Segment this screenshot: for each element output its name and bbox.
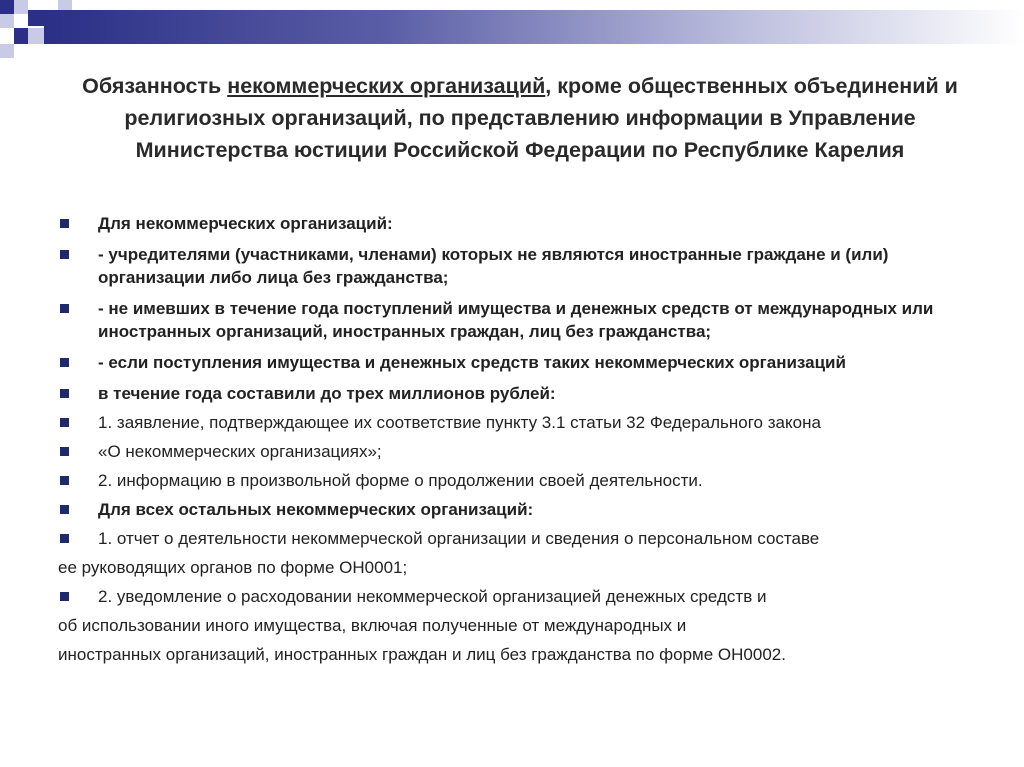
square-bullet-icon <box>60 219 69 228</box>
corner-square-6 <box>14 28 28 44</box>
list-item: Для всех остальных некоммерческих организаций: <box>58 498 978 521</box>
list-item: - учредителями (участниками, членами) которых не являются иностранные граждане и (или) организации либо лица без гражданства; <box>58 243 978 289</box>
list-item: - не имевших в течение года поступлений имущества и денежных средств от международных или иностранных организаций, иностранных граждан, лиц без гражданства; <box>58 297 978 343</box>
corner-square-2 <box>14 0 28 14</box>
corner-square-7 <box>28 28 44 44</box>
list-item-continuation: иностранных организаций, иностранных граждан и лиц без гражданства по форме ОН0002. <box>58 645 786 664</box>
list-item: 1. отчет о деятельности некоммерческой организации и сведения о персональном составе <box>58 527 978 550</box>
square-bullet-icon <box>60 358 69 367</box>
square-bullet-icon <box>60 447 69 456</box>
list-item: 2. уведомление о расходовании некоммерческой организацией денежных средств и <box>58 585 978 608</box>
list-item: Для некоммерческих организаций: <box>58 212 978 235</box>
slide-content <box>58 212 978 666</box>
list-item: - если поступления имущества и денежных средств таких некоммерческих организаций <box>58 351 978 374</box>
square-bullet-icon <box>60 534 69 543</box>
corner-square-3 <box>28 10 44 26</box>
square-bullet-icon <box>60 418 69 427</box>
corner-square-1 <box>0 0 14 14</box>
title-underlined-term: некоммерческих организаций <box>227 74 546 98</box>
list-item: «О некоммерческих организациях»; <box>58 440 978 463</box>
list-item-continuation: ее руководящих органов по форме ОН0001; <box>58 558 408 577</box>
square-bullet-icon <box>60 389 69 398</box>
square-bullet-icon <box>60 250 69 259</box>
square-bullet-icon <box>60 476 69 485</box>
square-bullet-icon <box>60 304 69 313</box>
list-item-continuation: об использовании иного имущества, включая полученные от международных и <box>58 616 687 635</box>
slide-title: Обязанность некоммерческих организаций, кроме общественных объединений и религиозных организаций, по представлению информации в Управление Министерства юстиции Российской Федерации по Республике Карелия <box>82 74 958 162</box>
header-gradient-bar <box>44 10 1024 44</box>
corner-square-8 <box>0 44 14 58</box>
list-item: в течение года составили до трех миллионов рублей: <box>58 382 978 405</box>
corner-square-5 <box>0 14 14 28</box>
list-item: 1. заявление, подтверждающее их соответствие пункту 3.1 статьи 32 Федерального закона <box>58 411 978 434</box>
square-bullet-icon <box>60 592 69 601</box>
list-item: 2. информацию в произвольной форме о продолжении своей деятельности. <box>58 469 978 492</box>
square-bullet-icon <box>60 505 69 514</box>
